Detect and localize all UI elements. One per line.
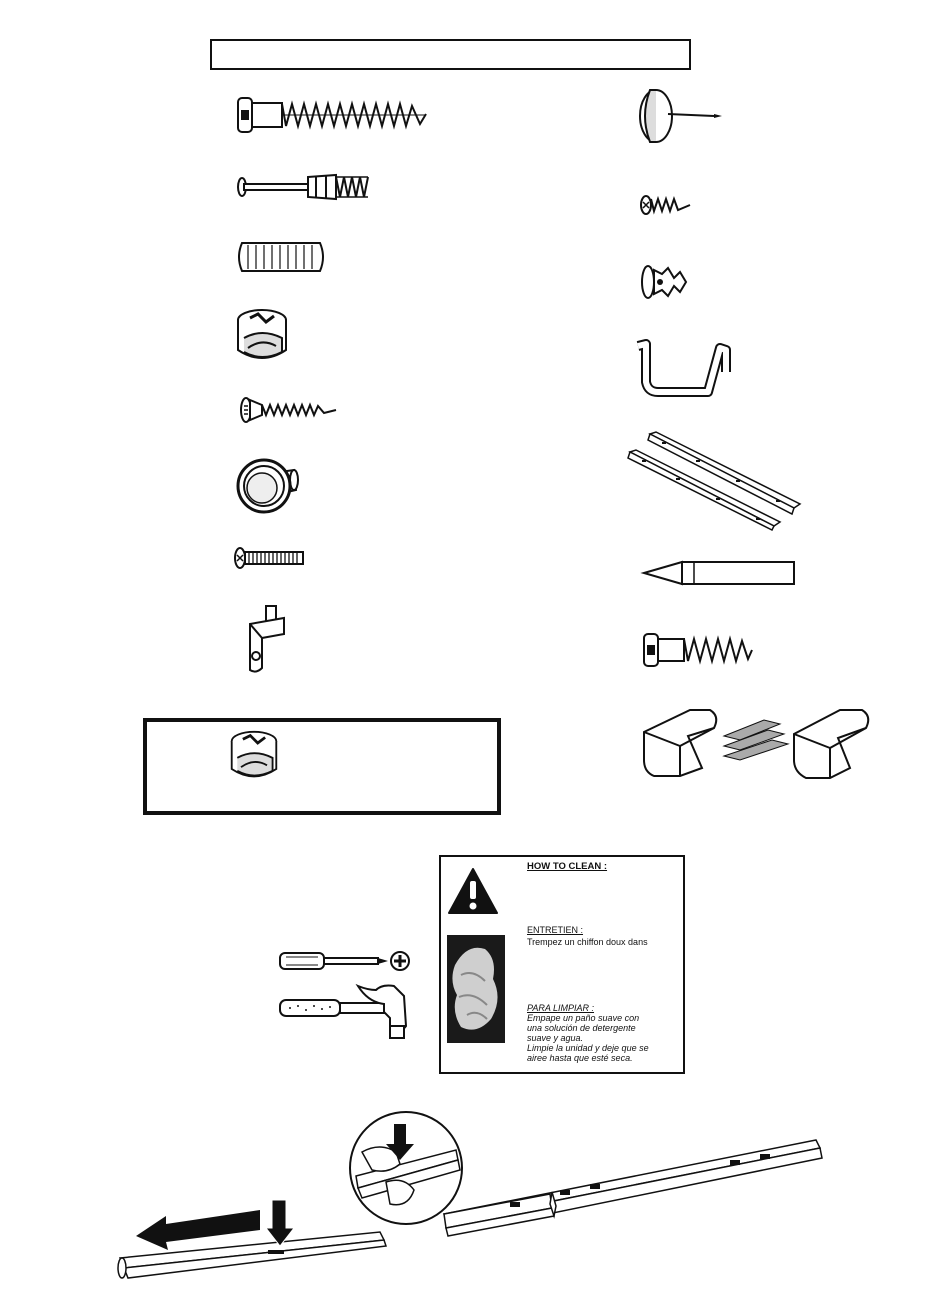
drawer-knob-icon	[236, 454, 300, 516]
pull-direction-arrow-icon	[136, 1210, 260, 1250]
parts-title-box	[210, 39, 691, 70]
care-instructions-box	[439, 855, 685, 1074]
clean-heading-en: HOW TO CLEAN :	[527, 861, 608, 872]
spare-cam-lock-icon	[229, 730, 279, 782]
small-screw-icon	[640, 194, 692, 216]
warning-triangle-icon	[447, 867, 499, 915]
slide-release-illustration	[110, 1112, 830, 1302]
wooden-dowel-icon	[236, 241, 328, 273]
shelf-support-pin-icon	[242, 604, 290, 676]
hammer-icon	[278, 982, 414, 1042]
phillips-screwdriver-icon	[278, 949, 412, 973]
clean-heading-es: PARA LIMPIAR :	[527, 1003, 595, 1013]
clean-text-es-5: airee hasta que esté seca.	[527, 1053, 633, 1063]
clean-text-es-2: una solución de detergente	[527, 1023, 636, 1033]
cloth-photo	[447, 935, 505, 1043]
drawer-slides-icon	[626, 430, 802, 530]
cam-bolt-long-screw-icon	[236, 96, 432, 136]
cam-lock-icon	[236, 308, 288, 364]
corner-protectors-icon	[640, 706, 876, 780]
clean-text-es-1: Empape un paño suave con	[527, 1013, 640, 1023]
clean-heading-fr: ENTRETIEN :	[527, 925, 584, 935]
clean-text-es-4: Limpie la unidad y deje que se	[527, 1043, 649, 1053]
touch-up-marker-icon	[642, 560, 796, 586]
wood-screw-icon	[240, 396, 340, 424]
spare-part-box	[143, 718, 501, 815]
clean-text-es-3: suave y agua.	[527, 1033, 584, 1043]
press-tab-arrow-icon	[266, 1200, 294, 1246]
clean-text-fr-1: Trempez un chiffon doux dans	[527, 937, 648, 947]
plastic-anchor-icon	[640, 264, 690, 300]
nail-glide-icon	[638, 88, 724, 144]
machine-screw-icon	[234, 546, 306, 570]
cam-bolt-with-insert-icon	[236, 172, 372, 202]
allen-key-icon	[634, 338, 730, 398]
cam-bolt-short-icon	[642, 632, 756, 670]
